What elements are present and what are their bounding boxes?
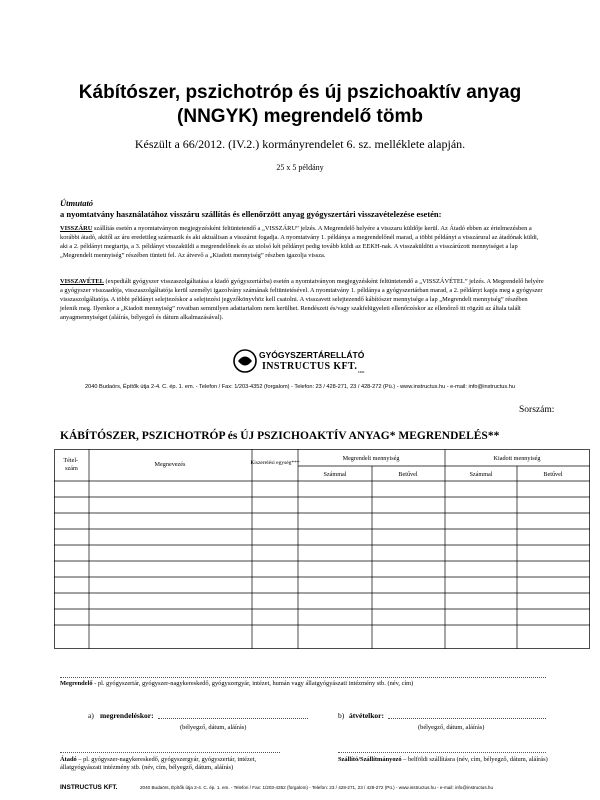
header-name: Megnevezés [154,461,186,468]
header-ordered-digits: Számmal [323,471,347,478]
orderer-signature-line [60,677,546,678]
b-signature-line [388,718,546,719]
orderer-desc: - pl. gyógyszertár, gyógyszer-nagykereskedő, gyógyszergyár, intézet, humán vagy állatgyógyászati intézmény stb. (név, cím) [92,680,414,687]
company-address: 2040 Budaörs, Építők útja 2-4. C. ép. 1. em. - Telefon / Fax: 1/203-4352 (forgalom) - Telefon: 23 / 428-271, 23 / 428-272 (Pü.) - www.instructus.hu - e-mail: info@instructus.hu [85,384,515,390]
b-sign-note: (bélyegző, dátum, aláírás) [418,724,485,731]
handover-caption [60,756,285,772]
company-name: INSTRUCTUS KFT. [60,784,118,791]
a-sign-note: (bélyegző, dátum, aláírás) [180,724,247,731]
takeback-text: (expediált gyógyszer visszaszolgáltatása a kiadó gyógyszertárba) esetén a nyomtatványon megjegyzésként feltüntetendő a „VISSZÁVÉTEL” jelzés. A Megrendelő helyére a gyógyszer visszaadója, visszaszolgáltatója kerül személyi igazolvány számának feltüntetésével. A nyomtatvány 1. példánya a gyógyszertárban marad, a 2. példányt kapja meg a gyógyszer visszaszolgáltatója. A többi példányt selejtezéskor a selejtezési jegyzőkönyvhöz kell csatolni. A visszavett selejtezendő kábítószer mennyisége a lap „Megrendelt mennyiség” részében jelenik meg. Ilyenkor a „Kiadott mennyiség” rovatban semmilyen adattartalom nem kerülhet. Rendészeti és/vagy szakfelügyeleti ellenőrzéskor az ellenőrző itt rögzíti az általa talált anyagmennyiséget (aláírás, bélyegző és dátum alkalmazásával). [60,278,544,321]
handover-label: Átadó [60,756,77,763]
carrier-signature-line [338,752,546,753]
b-label: b) [338,711,345,720]
takeback-term: VISSZAVÉTEL [60,278,104,285]
guide-paragraph-return [60,225,546,261]
a-title: megrendeléskor: [100,711,154,720]
guide-subheading: a nyomtatvány használatához visszáru szállítás és ellenőrzött anyag gyógyszertári visszavételezése esetén: [60,209,442,219]
a-label: a) [88,711,94,720]
header-issued-words: Betűvel [543,471,563,478]
carrier-label: Szállító/Szállítmányozó [338,756,402,763]
legal-basis: Készült a 66/2012. (IV.2.) kormányrendelet 6. sz. melléklete alapján. [134,137,466,151]
orderer-label: Megrendelő [60,680,93,687]
header-item-no-line1: Tétel- [63,457,79,464]
a-signature-line [158,718,308,719]
header-ordered-group: Megrendelt mennyiség [342,455,400,462]
carrier-caption [338,756,568,763]
order-table [54,449,590,649]
header-ordered-words: Betűvel [398,471,418,478]
bottom-address: 2040 Budaörs, Építők útja 2-4. C. ép. 1. em. - Telefon / Fax: 1/203-4352 (forgalom) - Telefon: 23 / 428-271, 23 / 428-272 (Pü.) - www.instructus.hu - e-mail: info@instructus.hu [140,785,494,790]
document-title-line2: (NNGYK) megrendelő tömb [177,106,423,127]
logo-text-line2: INSTRUCTUS KFT. [262,361,358,372]
carrier-desc: – belföldi szállításra (név, cím, bélyegző, dátum, aláírás) [401,756,548,763]
serial-number-label: Sorszám: [519,405,555,415]
guide-heading: Útmutató [60,198,94,208]
header-issued-digits: Számmal [469,471,493,478]
document-title-line1: Kábítószer, pszichotróp és új pszichoaktív anyag [78,82,522,103]
b-title: átvételkor: [349,711,384,720]
return-term: VISSZÁRU [60,225,93,232]
header-item-no [63,457,79,472]
handover-signature-line [60,752,280,753]
orderer-caption [60,680,560,687]
logo-text-line1: GYÓGYSZERTÁRELLÁTÓ [259,350,365,360]
header-unit: Kiszerelési egység*** [250,460,300,466]
return-text: szállítás esetén a nyomtatványon megjegyzésként feltüntetendő a „VISSZÁRU” jelzés. A Megrendelő helyére a visszaru küldője kerül. Az Átadó ebben az értelmezésben a korábbi átadó, akitől az áru eredetileg származik és aki aktuálisan a visszárut fogadja. A nyomtatvány 1. példánya a megrendelőnél marad, a többi példányt a visszárural az átadónak küldi, aki a 2. példányt megtartja, a 3. példányt visszaküldi a megrendelőnek és az utolsó két példányt pedig tovább küldi az EEKH-nak. A visszaküldött a visszárúzott mennyiséget a lap „Megrendelt mennyiség” részében tünteti fel. Az átvevő a „Kiadott mennyiség” részben igazolja vissza. [60,225,539,259]
table-grid [54,449,590,649]
logo-emblem-mark [238,357,252,366]
header-issued-group: Kiadott mennyiség [493,455,541,462]
form-title: KÁBÍTÓSZER, PSZICHOTRÓP és ÚJ PSZICHOAKTÍV ANYAG* MEGRENDELÉS** [60,430,500,442]
header-item-no-line2: szám [65,465,78,472]
handover-desc: – pl. gyógyszer-nagykereskedő, gyógyszergyár, gyógyszertár, intézet, állatgyógyászati intézmény stb. (név, cím, bélyegző, dátum, aláírás) [60,756,257,771]
copies-note: 25 x 5 példány [276,163,324,172]
company-logo [232,348,372,374]
logo-tag: 1991 [358,370,365,374]
guide-paragraph-takeback [60,278,546,323]
